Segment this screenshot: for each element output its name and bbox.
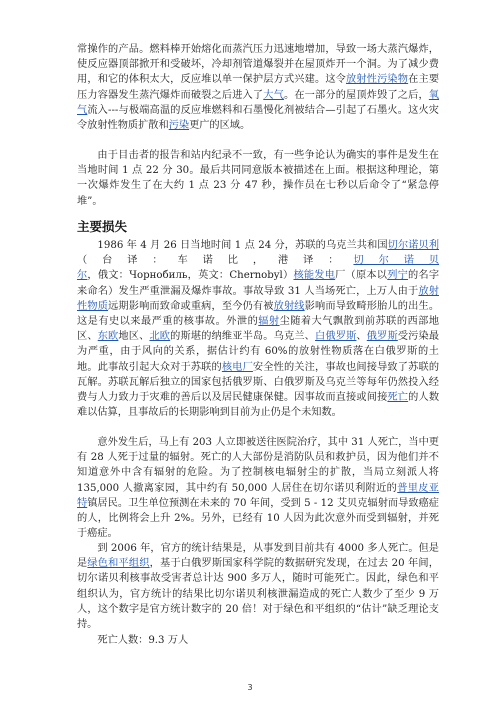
aftermath-text-2: 镇居民。卫生单位预测在未来的 70 年间，受到 5 - 12 艾贝克辐射而导致癌症的人，比例将会上升 2%。另外，已经有 10 人因为此次意外而受到辐射，并死于癌症。 bbox=[77, 497, 439, 540]
death-count-text: 死亡人数：9.3 万人 bbox=[97, 635, 189, 646]
section-heading: 主要损失 bbox=[77, 219, 128, 234]
oxygen-link[interactable]: 氧气 bbox=[77, 89, 440, 116]
loss-paragraph bbox=[77, 238, 439, 420]
loss-text-13: 安全性的关注，事故也间接导致了苏联的瓦解。苏联瓦解后独立的国家包括俄罗斯、白俄罗斯及乌克兰等每年仍然投入经费与人力致力于灾难的善后以及居民健康保健。因事故而直接或间接 bbox=[77, 361, 440, 404]
loss-text-10: 的斯堪的纳维亚半岛。乌克兰、 bbox=[170, 331, 316, 343]
page-number: 3 bbox=[247, 683, 253, 692]
stats-paragraph bbox=[77, 541, 439, 632]
intro-text-2: 在主要压力容器发生蒸汽爆炸而破裂之后进入了 bbox=[77, 74, 440, 101]
belarus-link[interactable]: 白俄罗斯 bbox=[315, 331, 357, 343]
greenpeace-link[interactable]: 绿色和平组织 bbox=[87, 558, 150, 570]
loss-text-11: 、 bbox=[356, 331, 367, 343]
radioactive-pollutant-link[interactable]: 放射性污染物 bbox=[346, 74, 409, 86]
radiation-dust-link[interactable]: 辐射 bbox=[258, 316, 280, 328]
nuclear-plant-link[interactable]: 核电厂 bbox=[221, 361, 253, 373]
loss-text-4: 厂（原本以 bbox=[335, 270, 388, 282]
radiation-link[interactable]: 放射线 bbox=[273, 300, 305, 312]
time-paragraph bbox=[77, 148, 439, 209]
nuclear-power-link[interactable]: 核能发电 bbox=[293, 270, 336, 282]
loss-text-2: （台译：车诺比，港译： bbox=[77, 255, 354, 267]
chernobyl-hk-link[interactable]: 切尔诺贝尔 bbox=[77, 255, 440, 282]
lenin-link[interactable]: 列宁 bbox=[387, 270, 409, 282]
loss-text-8: 尘随着大气飘散到前苏联的西部地区、 bbox=[77, 316, 440, 343]
radioactive-material-link[interactable]: 放射性物质 bbox=[77, 285, 439, 312]
loss-text-14: 的人数难以估算，且事故后的长期影响到目前为止仍是个未知数。 bbox=[77, 392, 440, 419]
northern-europe-link[interactable]: 北欧 bbox=[149, 331, 171, 343]
intro-text-3: 。在一部分的屋顶炸毁了之后， bbox=[283, 89, 429, 101]
loss-text-7: 影响而导致畸形胎儿的出生。这是有史以来最严重的核事故。外泄的 bbox=[77, 300, 440, 328]
intro-paragraph bbox=[77, 42, 439, 133]
stats-text-1: 到 2006 年，官方的统计结果是，从事发到目前共有 4000 多人死亡。但是是 bbox=[77, 543, 439, 570]
time-paragraph-text: 由于目击者的报告和站内纪录不一致，有一些争论认为确实的事件是发生在当地时间 1 点 22 分 30。最后共同同意版本被描述在上面。根据这种理论，第一次爆炸发生了在大约 1 点 23 分 47 秒，操作员在七秒以后命令了“紧急停堆”。 bbox=[77, 150, 439, 207]
intro-text-5: 更广的区域。 bbox=[189, 120, 251, 132]
aftermath-text-1: 意外发生后，马上有 203 人立即被送往医院治疗，其中 31 人死亡，当中更有 28 人死于过量的辐射。死亡的人大部份是消防队员和救护员，因为他们并不知道意外中含有辐射的危险。为了控制核电辐射尘的扩散，当局立刻派人将 135,000 人撤离家园，其中约有 50,000 人居住在切尔诺贝利附近的 bbox=[77, 437, 439, 494]
intro-text-1: 常操作的产品。燃料棒开始熔化而蒸汽压力迅速地增加，导致一场大蒸汽爆炸，使反应器顶部掀开和受破坏，冷却剂管道爆裂并在屋顶炸开一个洞。为了减少费用，和它的体积太大，反应堆以单一保护层方式兴建。这令 bbox=[77, 44, 439, 86]
death-link[interactable]: 死亡 bbox=[387, 392, 409, 404]
loss-text-12: 受污染最为严重，由于风向的关系，据估计约有 60%的放射性物质落在白俄罗斯的土地。此事故引起大众对于苏联的 bbox=[77, 331, 440, 373]
death-count bbox=[77, 633, 439, 648]
loss-text-5: 的名字来命名）发生严重泄漏及爆炸事故。事故导致 31 人当场死亡，上万人由于 bbox=[77, 270, 440, 297]
russia-link[interactable]: 俄罗斯 bbox=[366, 331, 398, 343]
pollution-link[interactable]: 污染 bbox=[168, 120, 190, 132]
loss-text-6: 远期影响而致命或重病，至今仍有被 bbox=[108, 300, 274, 312]
loss-text-9: 地区、 bbox=[118, 331, 150, 343]
aftermath-paragraph bbox=[77, 435, 439, 541]
intro-text-4: 流入---与极端高温的反应堆燃料和石墨慢化剂被结合—引起了石墨火。这火灾令放射性物质扩散和 bbox=[77, 104, 439, 132]
atmosphere-link[interactable]: 大气 bbox=[263, 89, 284, 101]
chernobyl-link[interactable]: 切尔诺贝利 bbox=[387, 240, 440, 251]
loss-text-1: 1986 年 4 月 26 日当地时间 1 点 24 分，苏联的乌克兰共和国 bbox=[97, 240, 388, 251]
stats-text-2: ，基于白俄罗斯国家科学院的数据研究发现，在过去 20 年间，切尔诺贝利核事故受害者总计达 900 多万人，随时可能死亡。因此，绿色和平组织认为，官方统计的结果比切尔诺贝利核泄漏造成的死亡人数少了至少 9 万人，这个数字是官方统计数字的 20 倍！对于绿色和平组织的“估计”缺乏理论支持。 bbox=[77, 558, 439, 631]
pripyat-link[interactable]: 普里皮亚特 bbox=[77, 482, 439, 509]
loss-text-3: ，俄文：Чорнобиль，英文：Chernobyl） bbox=[87, 270, 294, 282]
eastern-europe-link[interactable]: 东欧 bbox=[97, 331, 119, 343]
